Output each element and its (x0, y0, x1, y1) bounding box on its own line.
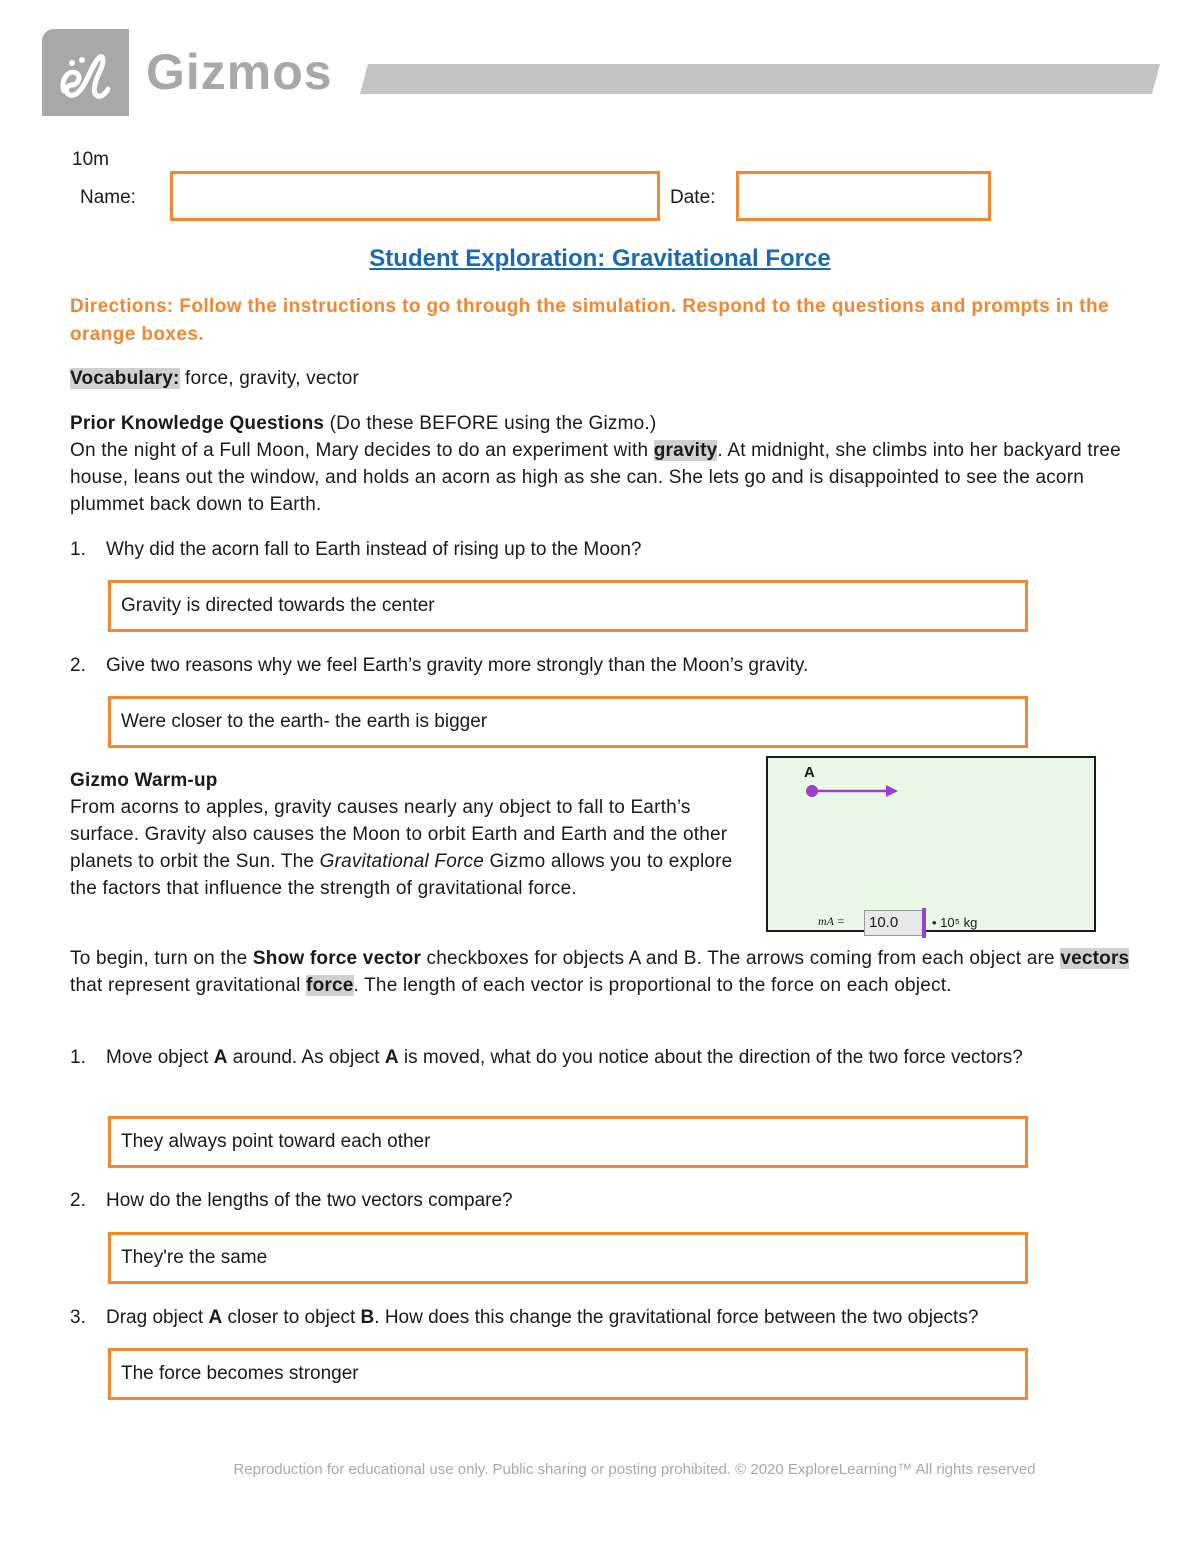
pk-question-1-number: 1. (70, 539, 86, 560)
gizmo-screenshot-panel (766, 756, 1096, 932)
begin-show-force-vector: Show force vector (252, 948, 422, 969)
name-label: Name: (80, 187, 136, 208)
pk-answer-2[interactable]: Were closer to the earth- the earth is bigger (108, 696, 1028, 748)
prior-knowledge-section (70, 410, 1140, 518)
prior-knowledge-paragraph (70, 437, 1140, 518)
prior-knowledge-heading-line (70, 410, 1140, 437)
name-field[interactable] (170, 171, 660, 221)
begin-part-2: checkboxes for objects A and B. The arrows coming from each object are (421, 948, 1061, 969)
begin-part-1: To begin, turn on the (70, 948, 253, 969)
begin-term-vectors: vectors (1060, 948, 1130, 969)
begin-term-force: force (306, 975, 354, 996)
header-decor-bar (360, 64, 1160, 94)
warmup-question-2-text: How do the lengths of the two vectors compare? (106, 1190, 513, 1211)
object-a-label: A (804, 764, 815, 781)
warmup-heading: Gizmo Warm-up (70, 770, 218, 791)
warmup-question-3-text: Drag object A closer to object B. How does this change the gravitational force between the two objects? (106, 1307, 979, 1328)
prior-knowledge-note: (Do these BEFORE using the Gizmo.) (324, 413, 657, 434)
vocabulary-terms: force, gravity, vector (179, 368, 360, 389)
to-begin-paragraph (70, 945, 1140, 999)
pk-term-gravity: gravity (653, 440, 718, 461)
begin-part-3: that represent gravitational (70, 975, 307, 996)
mass-unit: • 10⁵ kg (932, 915, 978, 930)
warmup-question-1-text: Move object A around. As object A is moved, what do you notice about the direction of the two force vectors? (106, 1047, 1023, 1068)
mass-label: mA = (818, 914, 845, 928)
warmup-question-1-number: 1. (70, 1047, 86, 1068)
pk-question-2-text: Give two reasons why we feel Earth’s gravity more strongly than the Moon’s gravity. (106, 655, 809, 676)
explorelearning-el-logo-icon (42, 29, 129, 116)
pk-question-2-number: 2. (70, 655, 86, 676)
warmup-para-end: Gizmo allows you to explore the factors that influence the strength of gravitational force. (70, 851, 733, 899)
date-label: Date: (670, 187, 716, 208)
directions-text: Directions: Follow the instructions to go through the simulation. Respond to the questions and prompts in the orange boxes. (70, 296, 1109, 345)
warmup-answer-1[interactable]: They always point toward each other (108, 1116, 1028, 1168)
warmup-answer-2[interactable]: They're the same (108, 1232, 1028, 1284)
force-vector-arrow (798, 780, 908, 804)
pk-para-start: On the night of a Full Moon, Mary decides to do an experiment with (70, 440, 654, 461)
page-title: Student Exploration: Gravitational Force (369, 245, 831, 272)
level-label: 10m (72, 149, 109, 170)
brand-name: Gizmos (146, 44, 333, 100)
pk-answer-1[interactable]: Gravity is directed towards the center (108, 580, 1028, 632)
warmup-para-start: From acorns to apples, gravity causes nearly any object to fall to Earth’s surface. Gravity also causes the Moon to orbit Earth and Earth and the other planets to orbit the Sun. The (70, 797, 728, 872)
pk-question-1-text: Why did the acorn fall to Earth instead of rising up to the Moon? (106, 539, 642, 560)
date-field[interactable] (736, 171, 991, 221)
vocabulary-line (70, 365, 359, 392)
warmup-paragraph (70, 794, 750, 902)
pk-para-end: . At midnight, she climbs into her backyard tree house, leans out the window, and holds an acorn as high as she can. She lets go and is disappointed to see the acorn plummet back down to Earth. (70, 440, 1121, 515)
mass-slider-handle[interactable] (922, 908, 926, 938)
mass-input[interactable]: 10.0 (864, 910, 926, 936)
footer-copyright: Reproduction for educational use only. Public sharing or posting prohibited. © 2020 ExploreLearning™ All rights reserved (233, 1461, 1036, 1478)
warmup-answer-3[interactable]: The force becomes stronger (108, 1348, 1028, 1400)
warmup-section (70, 767, 750, 902)
warmup-gizmo-name: Gravitational Force (319, 851, 484, 872)
vocabulary-label: Vocabulary: (70, 368, 180, 389)
begin-part-4: . The length of each vector is proportional to the force on each object. (353, 975, 952, 996)
prior-knowledge-heading: Prior Knowledge Questions (70, 413, 325, 434)
warmup-question-3-number: 3. (70, 1307, 86, 1328)
warmup-question-2-number: 2. (70, 1190, 86, 1211)
